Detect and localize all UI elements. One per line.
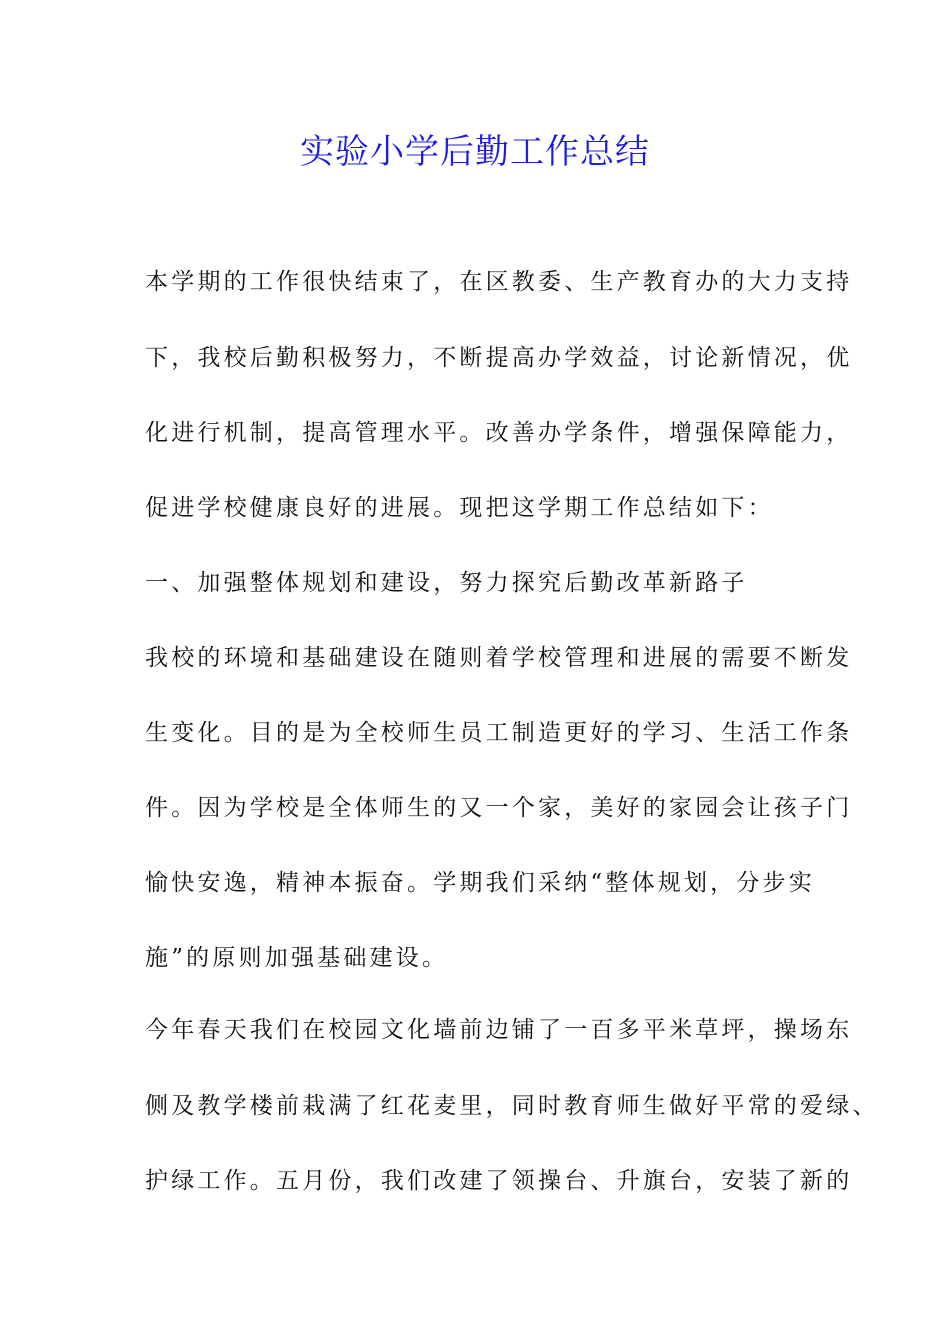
body-line-4: 促进学校健康良好的进展。现把这学期工作总结如下：	[145, 495, 774, 521]
body-line-1: 本学期的工作很快结束了，在区教委、生产教育办的大力支持	[145, 269, 853, 295]
body-line-2: 下，我校后勤积极努力，不断提高办学效益，讨论新情况，优	[145, 345, 853, 371]
body-line-8: 件。因为学校是全体师生的又一个家，美好的家园会让孩子门	[145, 795, 853, 821]
body-line-10: 施”的原则加强基础建设。	[145, 945, 449, 971]
body-line-11: 今年春天我们在校园文化墙前边铺了一百多平米草坪，操场东	[145, 1017, 853, 1043]
body-line-7: 生变化。目的是为全校师生员工制造更好的学习、生活工作条	[145, 720, 853, 746]
body-line-13: 护绿工作。五月份，我们改建了领操台、升旗台，安装了新的	[145, 1168, 853, 1194]
body-line-6: 我校的环境和基础建设在随则着学校管理和进展的需要不断发	[145, 645, 853, 671]
section-heading-1: 一、加强整体规划和建设，努力探究后勤改革新路子	[145, 570, 748, 596]
document-title: 实验小学后勤工作总结	[300, 132, 650, 172]
body-line-9: 愉快安逸，精神本振奋。学期我们采纳“整体规划，分步实	[145, 870, 815, 896]
body-line-3: 化进行机制，提高管理水平。改善办学条件，增强保障能力，	[145, 420, 853, 446]
body-line-12: 侧及教学楼前栽满了红花麦里，同时教育师生做好平常的爱绿、	[145, 1093, 879, 1119]
